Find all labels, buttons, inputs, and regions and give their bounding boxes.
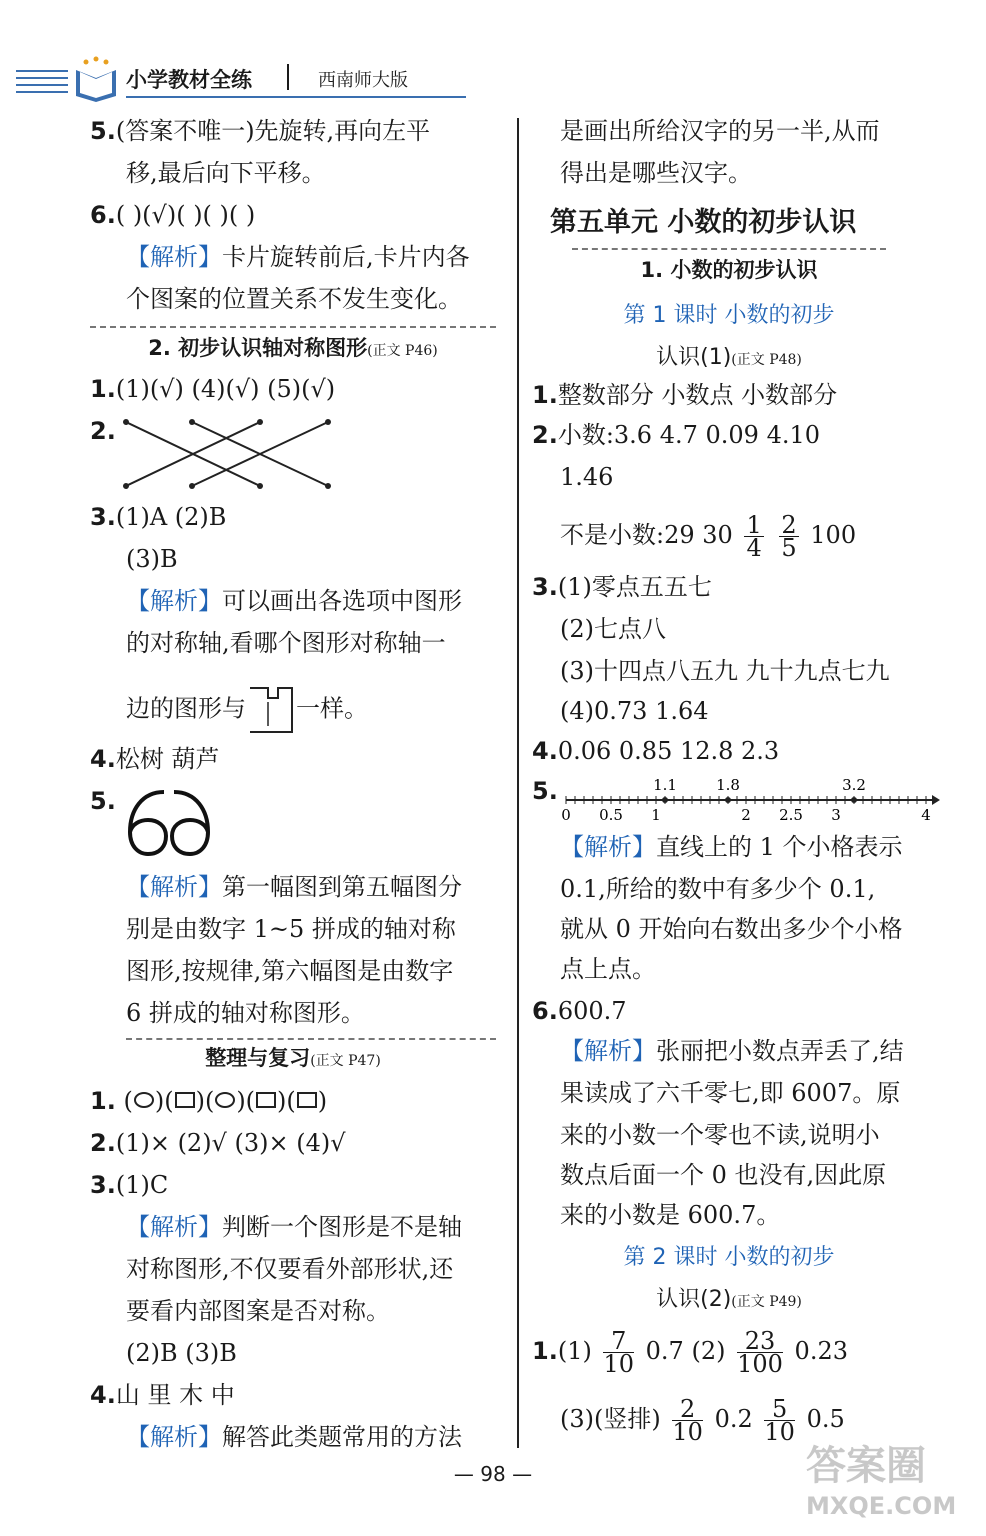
s2-jx2-line2: 别是由数字 1~5 拼成的轴对称 [126,915,456,943]
column-divider [517,118,519,1448]
point-mark [725,797,731,803]
section-3-title: 整理与复习(正文 P47) [205,1046,381,1070]
page-header [0,52,986,108]
fraction: $\frac{7}{10}$ [603,1327,635,1378]
s2-q3-line1: 3.(1)A (2)B [90,503,227,531]
s2-jx-line3: 边的图形与 一样。 [126,686,368,734]
section-divider [126,1038,496,1040]
s2-q2-number: 2. [90,417,116,445]
series-title: 小学教材全练 [126,68,252,92]
section-divider [572,248,886,250]
s2-q1: 1.(1)(√) (4)(√) (5)(√) [90,375,336,403]
a-q3-1: 3.(1)零点五五七 [532,573,712,601]
r-jx-line3: 要看内部图案是否对称。 [126,1297,390,1325]
r-q1: 1. ( )( )( )( )( ) [90,1087,328,1115]
square-shape-icon [174,1091,196,1109]
s2-jx-line1: 【解析】可以画出各选项中图形 [126,587,462,615]
tick-label: 0.5 [599,806,623,824]
r-jx-line2: 对称图形,不仅要看外部形状,还 [126,1255,454,1283]
s2-jx-line2: 的对称轴,看哪个图形对称轴一 [126,629,446,657]
a6-jx-line4: 数点后面一个 0 也没有,因此原 [560,1161,887,1189]
a5-jx-line3: 就从 0 开始向右数出多少个小格 [560,915,903,943]
r-jx2-line1: 【解析】解答此类题常用的方法 [126,1423,462,1451]
a5-jx-line4: 点上点。 [560,955,656,983]
q5-line1: 5.(答案不唯一)先旋转,再向左平 [90,117,431,145]
jx1-line2: 个图案的位置关系不发生变化。 [126,285,462,313]
page-number: — 98 — [453,1462,533,1486]
r-q2: 2.(1)× (2)√ (3)× (4)√ [90,1129,346,1157]
tick-label: 0 [561,806,571,824]
r-q3: 3.(1)C [90,1171,169,1199]
a-q3-4: (4)0.73 1.64 [560,697,709,725]
a5-jx-line2: 0.1,所给的数中有多少个 0.1, [560,875,876,903]
square-shape-icon [255,1091,277,1109]
tick-label: 3 [831,806,841,824]
fraction: $\frac{1}{4}$ [746,511,762,562]
s2-jx2-line3: 图形,按规律,第六幅图是由数字 [126,957,454,985]
lesson-1-title: 第 1 课时 小数的初步 [623,303,835,328]
matching-lines-diagram [120,414,335,494]
cont-line1: 是画出所给汉字的另一半,从而 [560,117,880,145]
a-q2-line1: 2.小数:3.6 4.7 0.09 4.10 [532,421,821,449]
s2-jx2-line1: 【解析】第一幅图到第五幅图分 [126,873,462,901]
s2-q4: 4.松树 葫芦 [90,745,220,773]
number-line [558,764,942,824]
circle-shape-icon [133,1091,155,1109]
tick-label: 2 [741,806,751,824]
edition-label: 西南师大版 [318,70,408,91]
section-title: 1. 小数的初步认识 [640,258,818,282]
a-q2-line3: 不是小数:29 30 $\frac{1}{4}$ $\frac{2}{5}$ 100 [560,511,857,562]
a-q3-3: (3)十四点八五九 九十九点七九 [560,657,890,685]
a5-jx-line1: 【解析】直线上的 1 个小格表示 [560,833,903,861]
a-q1: 1.整数部分 小数点 小数部分 [532,381,838,409]
section-divider [90,326,496,328]
q5-line2: 移,最后向下平移。 [126,159,326,187]
fraction: $\frac{23}{100}$ [737,1327,783,1378]
section-2-title: 2. 初步认识轴对称图形(正文 P46) [148,336,438,360]
circle-shape-icon [214,1091,236,1109]
unit-title: 第五单元 小数的初步认识 [550,207,857,238]
watermark: 答案圈 MXQE.COM [806,1443,957,1520]
header-decor-lines [16,70,68,98]
a-q6: 6.600.7 [532,997,627,1025]
q6: 6.( )(√)( )( )( ) [90,201,256,229]
mirrored-six-figure [124,788,214,858]
lesson-1-subtitle: 认识(1)(正文 P48) [656,345,802,370]
s2-q5-number: 5. [90,787,116,815]
b-q1-line2: (3)(竖排) $\frac{2}{10}$ 0.2 $\frac{5}{10}$ 0.5 [560,1395,845,1446]
b-q1-line1: 1.(1) $\frac{7}{10}$ 0.7 (2) $\frac{23}{100}$ 0.23 [532,1327,848,1378]
point-mark [851,797,857,803]
a-q3-2: (2)七点八 [560,615,666,643]
book-logo-icon [72,56,120,104]
a6-jx-line5: 来的小数是 600.7。 [560,1201,781,1229]
lesson-2-subtitle: 认识(2)(正文 P49) [656,1287,802,1312]
symmetric-shape-icon [246,686,296,734]
tick-label: 2.5 [779,806,803,824]
cont-line2: 得出是哪些汉字。 [560,159,752,187]
point-mark [662,797,668,803]
tick-label: 1 [651,806,661,824]
a-q5-number: 5. [532,777,558,805]
r-q3b: (2)B (3)B [126,1339,237,1367]
square-shape-icon [296,1091,318,1109]
a-q4: 4.0.06 0.85 12.8 2.3 [532,737,780,765]
s2-jx2-line4: 6 拼成的轴对称图形。 [126,999,365,1027]
a-q2-line2: 1.46 [560,463,614,491]
s2-q3-line2: (3)B [126,545,178,573]
a6-jx-line3: 来的小数一个零也不读,说明小 [560,1121,880,1149]
header-separator [287,64,289,90]
a6-jx-line1: 【解析】张丽把小数点弄丢了,结 [560,1037,904,1065]
header-underline [126,96,466,98]
tick-label: 4 [921,806,931,824]
jx1-line1: 【解析】卡片旋转前后,卡片内各 [126,243,470,271]
lesson-2-title: 第 2 课时 小数的初步 [623,1245,835,1270]
point-label: 1.8 [716,776,740,794]
fraction: $\frac{5}{10}$ [764,1395,795,1446]
arrow-icon [932,795,940,805]
r-jx-line1: 【解析】判断一个图形是不是轴 [126,1213,462,1241]
point-label: 3.2 [842,776,866,794]
fraction: $\frac{2}{5}$ [781,511,797,562]
a6-jx-line2: 果读成了六千零七,即 6007。原 [560,1079,901,1107]
point-label: 1.1 [653,776,677,794]
fraction: $\frac{2}{10}$ [672,1395,703,1446]
r-q4: 4.山 里 木 中 [90,1381,235,1409]
